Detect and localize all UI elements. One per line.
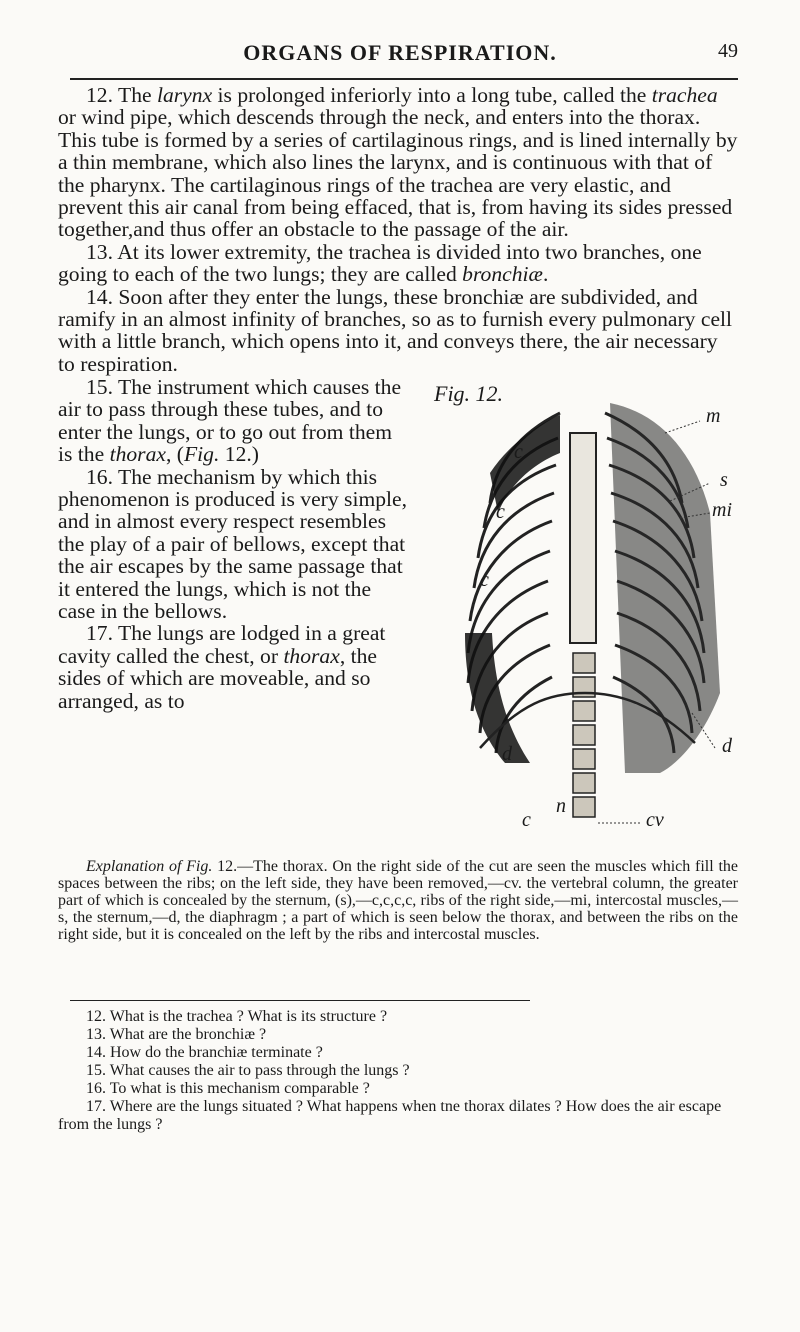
- paragraph-13: 13. At its lower extremity, the trachea is divided into two branches, one going to each of the two lungs; they are called bronchiæ.: [58, 239, 702, 287]
- caption-lead: Explanation of Fig.: [86, 858, 213, 875]
- narrow-column-text: [58, 376, 410, 712]
- running-header: [0, 40, 800, 72]
- running-title: ORGANS OF RESPIRATION.: [243, 40, 557, 65]
- question-12: 12. What is the trachea ? What is its structure ?: [86, 1008, 388, 1025]
- question-13: 13. What are the bronchiæ ?: [86, 1026, 267, 1043]
- paragraph-14: 14. Soon after they enter the lungs, these bronchiæ are subdivided, and ramify in an almost infinity of branches, so as to furnish every pulmonary cell with a little branch, which opens into it, and conveys there, the air necessary to respiration.: [58, 284, 733, 376]
- caption-text: 12.—The thorax. On the right side of the cut are seen the muscles which fill the spaces between the ribs; on the left side, they have been removed,—cv. the vertebral column, the greater part of which is concealed by the sternum, (s),—c,c,c,c, ribs of the right side,—mi, intercostal muscles,—s, the sternum,—d, the diaphragm ; a part of which is seen below the thorax, and between the ribs on the right side, but it is concealed on the left by the ribs and intercostal muscles.: [58, 858, 738, 943]
- label-c3: c: [480, 569, 489, 591]
- question-16: 16. To what is this mechanism comparable ?: [86, 1080, 370, 1097]
- page-number: 49: [718, 40, 738, 62]
- question-15: 15. What causes the air to pass through the lungs ?: [86, 1062, 410, 1079]
- label-mi: mi: [712, 499, 732, 521]
- label-d-right: d: [722, 735, 732, 757]
- label-s: s: [720, 469, 728, 491]
- paragraph-17: 17. The lungs are lodged in a great cavity called the chest, or thorax, the sides of which are moveable, and so arranged, as to: [58, 621, 386, 713]
- figure-title: Fig. 12.: [434, 381, 504, 406]
- label-m: m: [706, 405, 721, 427]
- paragraph-15: 15. The instrument which causes the air to pass through these tubes, and to enter the lungs, or to go out from them is the thorax, (Fig. 12.): [58, 375, 402, 467]
- label-n: n: [556, 795, 566, 817]
- paragraph-12: 12. The larynx is prolonged inferiorly into a long tube, called the trachea or wind pipe, which descends through the neck, and enters into the thorax. This tube is formed by a series of cartilaginous rings, and is lined internally by a thin membrane, which also lines the larynx, and is continuous with that of the pharynx. The cartilaginous rings of the trachea are very elastic, and prevent this air canal from being effaced, that is, from having its sides pressed together,and thus offer an obstacle to the passage of the air.: [58, 83, 738, 242]
- review-questions: [58, 1008, 738, 1134]
- label-c4: c: [522, 809, 531, 831]
- thorax-figure: [410, 381, 745, 843]
- label-c1: c: [514, 441, 523, 463]
- question-14: 14. How do the branchiæ terminate ?: [86, 1044, 323, 1061]
- label-cv: cv: [646, 809, 664, 831]
- header-rule: [70, 78, 738, 80]
- figure-caption: [58, 858, 738, 943]
- label-d-left: d: [502, 743, 512, 765]
- questions-rule: [70, 1000, 530, 1001]
- full-width-text: [58, 84, 738, 375]
- paragraph-16: 16. The mechanism by which this phenomenon is produced is very simple, and in almost every respect resembles the play of a pair of bellows, except that the air escapes by the same passage that it entered the lungs, which is not the case in the bellows.: [58, 464, 408, 624]
- label-c2: c: [496, 501, 505, 523]
- question-17: 17. Where are the lungs situated ? What happens when tne thorax dilates ? How does the air escape from the lungs ?: [58, 1098, 722, 1133]
- thorax-illustration: [410, 393, 745, 843]
